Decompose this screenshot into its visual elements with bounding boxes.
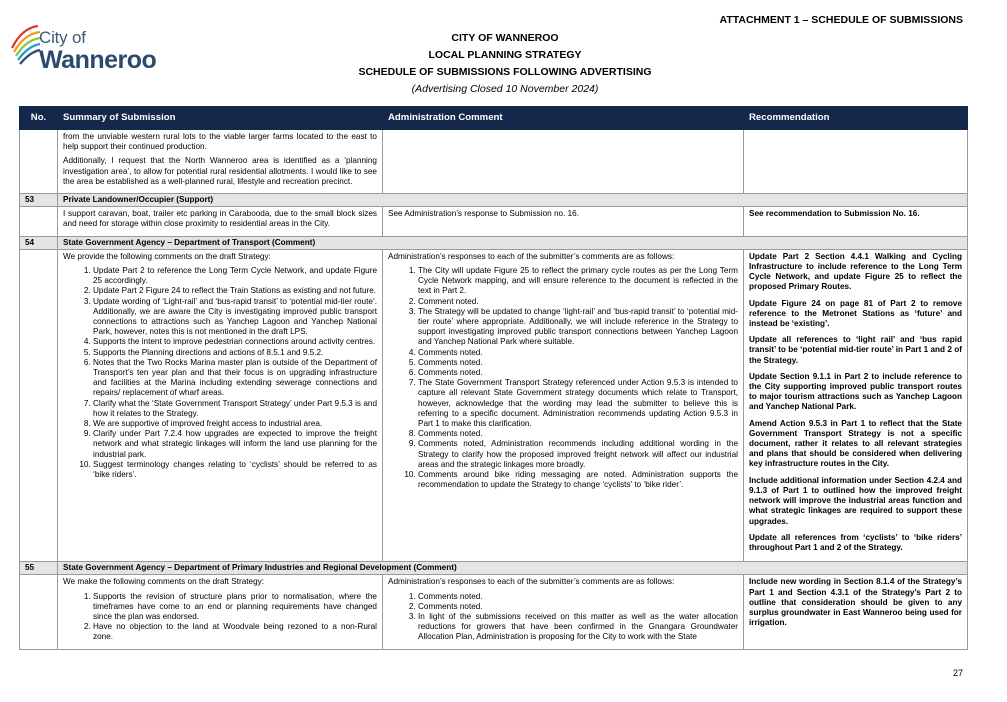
- page-number: 27: [952, 668, 963, 678]
- cell-recommendation: [744, 249, 968, 561]
- table-row-53: [20, 207, 968, 236]
- list-item: 7. Clarify what the ‘State Government Transport Strategy’ under Part 9.5.3 is and how it relates to the Strategy.: [93, 399, 377, 419]
- list-item: 9. Clarify under Part 7.2.4 how upgrades are expected to improve the freight network and what strategic linkages will inform the land use planning for the industrial park.: [93, 429, 377, 460]
- list-item: 3. The Strategy will be updated to change ‘light-rail’ and ‘bus-rapid transit’ to ‘potential mid-tier route’ where appropriate. Additionally, we will include reference in the Strategy to support investigating improved public transport connections between Yanchep Lagoon and Yanchep National Park where suitable.: [418, 307, 738, 348]
- cell-no: [20, 130, 58, 194]
- list-item: 6. Notes that the Two Rocks Marina master plan is outside of the Department of Transport’s ten year plan and that their focus is on upgrading infrastructure and facilities at the Marina including extending sewerage connections and repairs/ replacement of wharf areas.: [93, 358, 377, 399]
- cell-comment: [383, 575, 744, 649]
- column-header-summary: Summary of Submission: [58, 107, 383, 130]
- summary-list: [63, 592, 377, 643]
- table-row-55: [20, 575, 968, 649]
- cell-summary: [58, 130, 383, 194]
- list-item: 9. Comments noted, Administration recommends including additional wording in the Strategy to clarify how the proposed improved freight network will affect our industrial areas and the strategic linkages more broadly.: [418, 439, 738, 470]
- summary-paragraph: from the unviable western rural lots to the viable larger farms located to the east to help support their continued production.: [63, 132, 377, 152]
- column-header-no: No.: [20, 107, 58, 130]
- cell-summary: [58, 575, 383, 649]
- section-row-53: [20, 194, 968, 207]
- document-subtitle: (Advertising Closed 10 November 2024): [411, 83, 599, 95]
- city-of-wanneroo-logo: [8, 22, 158, 78]
- recommendation-paragraph: Update all references to ‘light rail’ and ‘bus rapid transit’ to be ‘potential mid-tier route’ in Part 1 and 2 of the Strategy.: [749, 335, 962, 365]
- recommendation-paragraph: Update all references from ‘cyclists’ to ‘bike riders’ throughout Part 1 and 2 of the Strategy.: [749, 532, 962, 552]
- summary-paragraph: Additionally, I request that the North Wanneroo area is identified as a ‘planning investigation area’, to allow for potential rural residential allotments. I would like to see the area be established as a well-planned rural, lifestyle and recreation precinct.: [63, 156, 377, 186]
- list-item: 6. Comments noted.: [418, 368, 738, 378]
- document-name: LOCAL PLANNING STRATEGY: [428, 49, 582, 61]
- table-row-continued: [20, 130, 968, 194]
- recommendation-paragraph: Update Section 9.1.1 in Part 2 to include reference to the City supporting improved public transport routes to major tourism attractions such as Yanchep Lagoon and Yanchep National Park.: [749, 371, 962, 412]
- submission-number: 54: [20, 236, 58, 249]
- logo-bird-icon: [8, 22, 42, 78]
- summary-list: [63, 266, 377, 480]
- recommendation-paragraph: Include new wording in Section 8.1.4 of the Strategy’s Part 1 and Section 4.3.1 of the Strategy’s Part 2 to outline that consideration should be given to any surplus groundwater in East Wanneroo being used for irrigation.: [749, 577, 962, 628]
- list-item: 3. In light of the submissions received on this matter as well as the water allocation reductions for growers that have been confirmed in the Gnangara Groundwater Allocation Plan, Administration is proposing for the City to work with the State: [418, 612, 738, 643]
- cell-no: [20, 575, 58, 649]
- summary-paragraph: I support caravan, boat, trailer etc parking in Carabooda, due to the small block sizes and need for storage within close proximity to residential areas in the City.: [63, 209, 377, 229]
- comment-list: [388, 592, 738, 643]
- org-name: CITY OF WANNEROO: [451, 32, 559, 44]
- submission-number: 53: [20, 194, 58, 207]
- column-header-comment: Administration Comment: [383, 107, 744, 130]
- logo-line-2: Wanneroo: [39, 46, 157, 74]
- summary-intro: We make the following comments on the draft Strategy:: [63, 577, 264, 587]
- cell-no: [20, 249, 58, 561]
- submissions-table: [19, 106, 968, 650]
- list-item: 4. Comments noted.: [418, 348, 738, 358]
- recommendation-paragraph: See recommendation to Submission No. 16.: [749, 209, 920, 219]
- section-row-55: [20, 562, 968, 575]
- cell-comment: [383, 249, 744, 561]
- list-item: 4. Supports the intent to improve pedestrian connections around activity centres.: [93, 337, 377, 347]
- list-item: 2. Have no objection to the land at Woodvale being rezoned to a non-Rural zone.: [93, 622, 377, 642]
- section-row-54: [20, 236, 968, 249]
- cell-comment: [383, 130, 744, 194]
- submitter-title: State Government Agency – Department of Transport (Comment): [58, 236, 968, 249]
- comment-intro: Administration’s responses to each of the submitter’s comments are as follows:: [388, 577, 675, 587]
- cell-recommendation: [744, 130, 968, 194]
- list-item: 10. Comments around bike riding messaging are noted. Administration supports the recommendation to update the Strategy to change ‘cyclists’ to ‘bike rider’.: [418, 470, 738, 490]
- list-item: 8. We are supportive of improved freight access to industrial area.: [93, 419, 377, 429]
- cell-recommendation: [744, 207, 968, 236]
- submitter-title: State Government Agency – Department of Primary Industries and Regional Development (Comment): [58, 562, 968, 575]
- document-title: SCHEDULE OF SUBMISSIONS FOLLOWING ADVERTISING: [358, 66, 652, 78]
- list-item: 1. Comments noted.: [418, 592, 738, 602]
- list-item: 8. Comments noted.: [418, 429, 738, 439]
- list-item: 2. Comments noted.: [418, 602, 738, 612]
- column-header-recommendation: Recommendation: [744, 107, 968, 130]
- recommendation-paragraph: Update Part 2 Section 4.4.1 Walking and Cycling Infrastructure to include reference to the Long Term Cycle Network, and update Figure 25 to reflect the proposed Primary Routes.: [749, 251, 962, 292]
- table-row-54: [20, 249, 968, 561]
- cell-no: [20, 207, 58, 236]
- list-item: 7. The State Government Transport Strategy referenced under Action 9.5.3 is intended to capture all relevant State Government strategy documents which relate to Transport, however, acknowledge that the wording may lead the submitter to believe this is referring to a specific document. Administration recommends updating Action 9.5.3 in Part 1 to make this clarification.: [418, 378, 738, 429]
- list-item: 3. Update wording of ‘Light-rail’ and ‘bus-rapid transit’ to ‘potential mid-tier route’. Additionally, we are aware the City is investigating improved public transport connections to attractions such as Yanchep Lagoon and Yanchep National Park, however, notes this is not mentioned in the draft LPS.: [93, 297, 377, 338]
- comment-paragraph: See Administration’s response to Submission no. 16.: [388, 209, 579, 219]
- list-item: 10. Suggest terminology changes relating to ‘cyclists’ should be referred to as ‘bike riders’.: [93, 460, 377, 480]
- list-item: 2. Comment noted.: [418, 297, 738, 307]
- list-item: 5. Supports the Planning directions and actions of 8.5.1 and 9.5.2.: [93, 348, 377, 358]
- list-item: 1. The City will update Figure 25 to reflect the primary cycle routes as per the Long Term Cycle Network mapping, and will ensure reference to the document is reflected in the text in Part 2.: [418, 266, 738, 297]
- list-item: 2. Update Part 2 Figure 24 to reflect the Train Stations as existing and not future.: [93, 286, 377, 296]
- cell-summary: [58, 249, 383, 561]
- list-item: 1. Update Part 2 to reference the Long Term Cycle Network, and update Figure 25 accordingly.: [93, 266, 377, 286]
- list-item: 5. Comments noted.: [418, 358, 738, 368]
- submission-number: 55: [20, 562, 58, 575]
- cell-recommendation: [744, 575, 968, 649]
- recommendation-paragraph: Include additional information under Section 4.2.4 and 9.1.3 of Part 1 to outlined how the improved freight network will improve the industrial areas function and what strategic linkages are required to support these upgrades.: [749, 475, 962, 526]
- comment-intro: Administration’s responses to each of the submitter’s comments are as follows:: [388, 251, 675, 261]
- table-header-row: [20, 107, 968, 130]
- cell-comment: [383, 207, 744, 236]
- logo-line-1: City of: [39, 28, 86, 47]
- summary-intro: We provide the following comments on the draft Strategy:: [63, 251, 271, 261]
- cell-summary: [58, 207, 383, 236]
- attachment-title: ATTACHMENT 1 – SCHEDULE OF SUBMISSIONS: [719, 14, 963, 26]
- recommendation-paragraph: Update Figure 24 on page 81 of Part 2 to remove reference to the Metronet Stations as ‘future’ and instead be ‘existing’.: [749, 298, 962, 329]
- recommendation-paragraph: Amend Action 9.5.3 in Part 1 to reflect that the State Government Transport Strategy is not a specific document, rather it relates to all relevant strategies and plans that should be considered when delivering key infrastructure routes in the City.: [749, 418, 962, 469]
- submitter-title: Private Landowner/Occupier (Support): [58, 194, 968, 207]
- list-item: 1. Supports the revision of structure plans prior to normalisation, where the timeframes have come to an end or planning requirements have changed since the plan was endorsed.: [93, 592, 377, 623]
- comment-list: [388, 266, 738, 490]
